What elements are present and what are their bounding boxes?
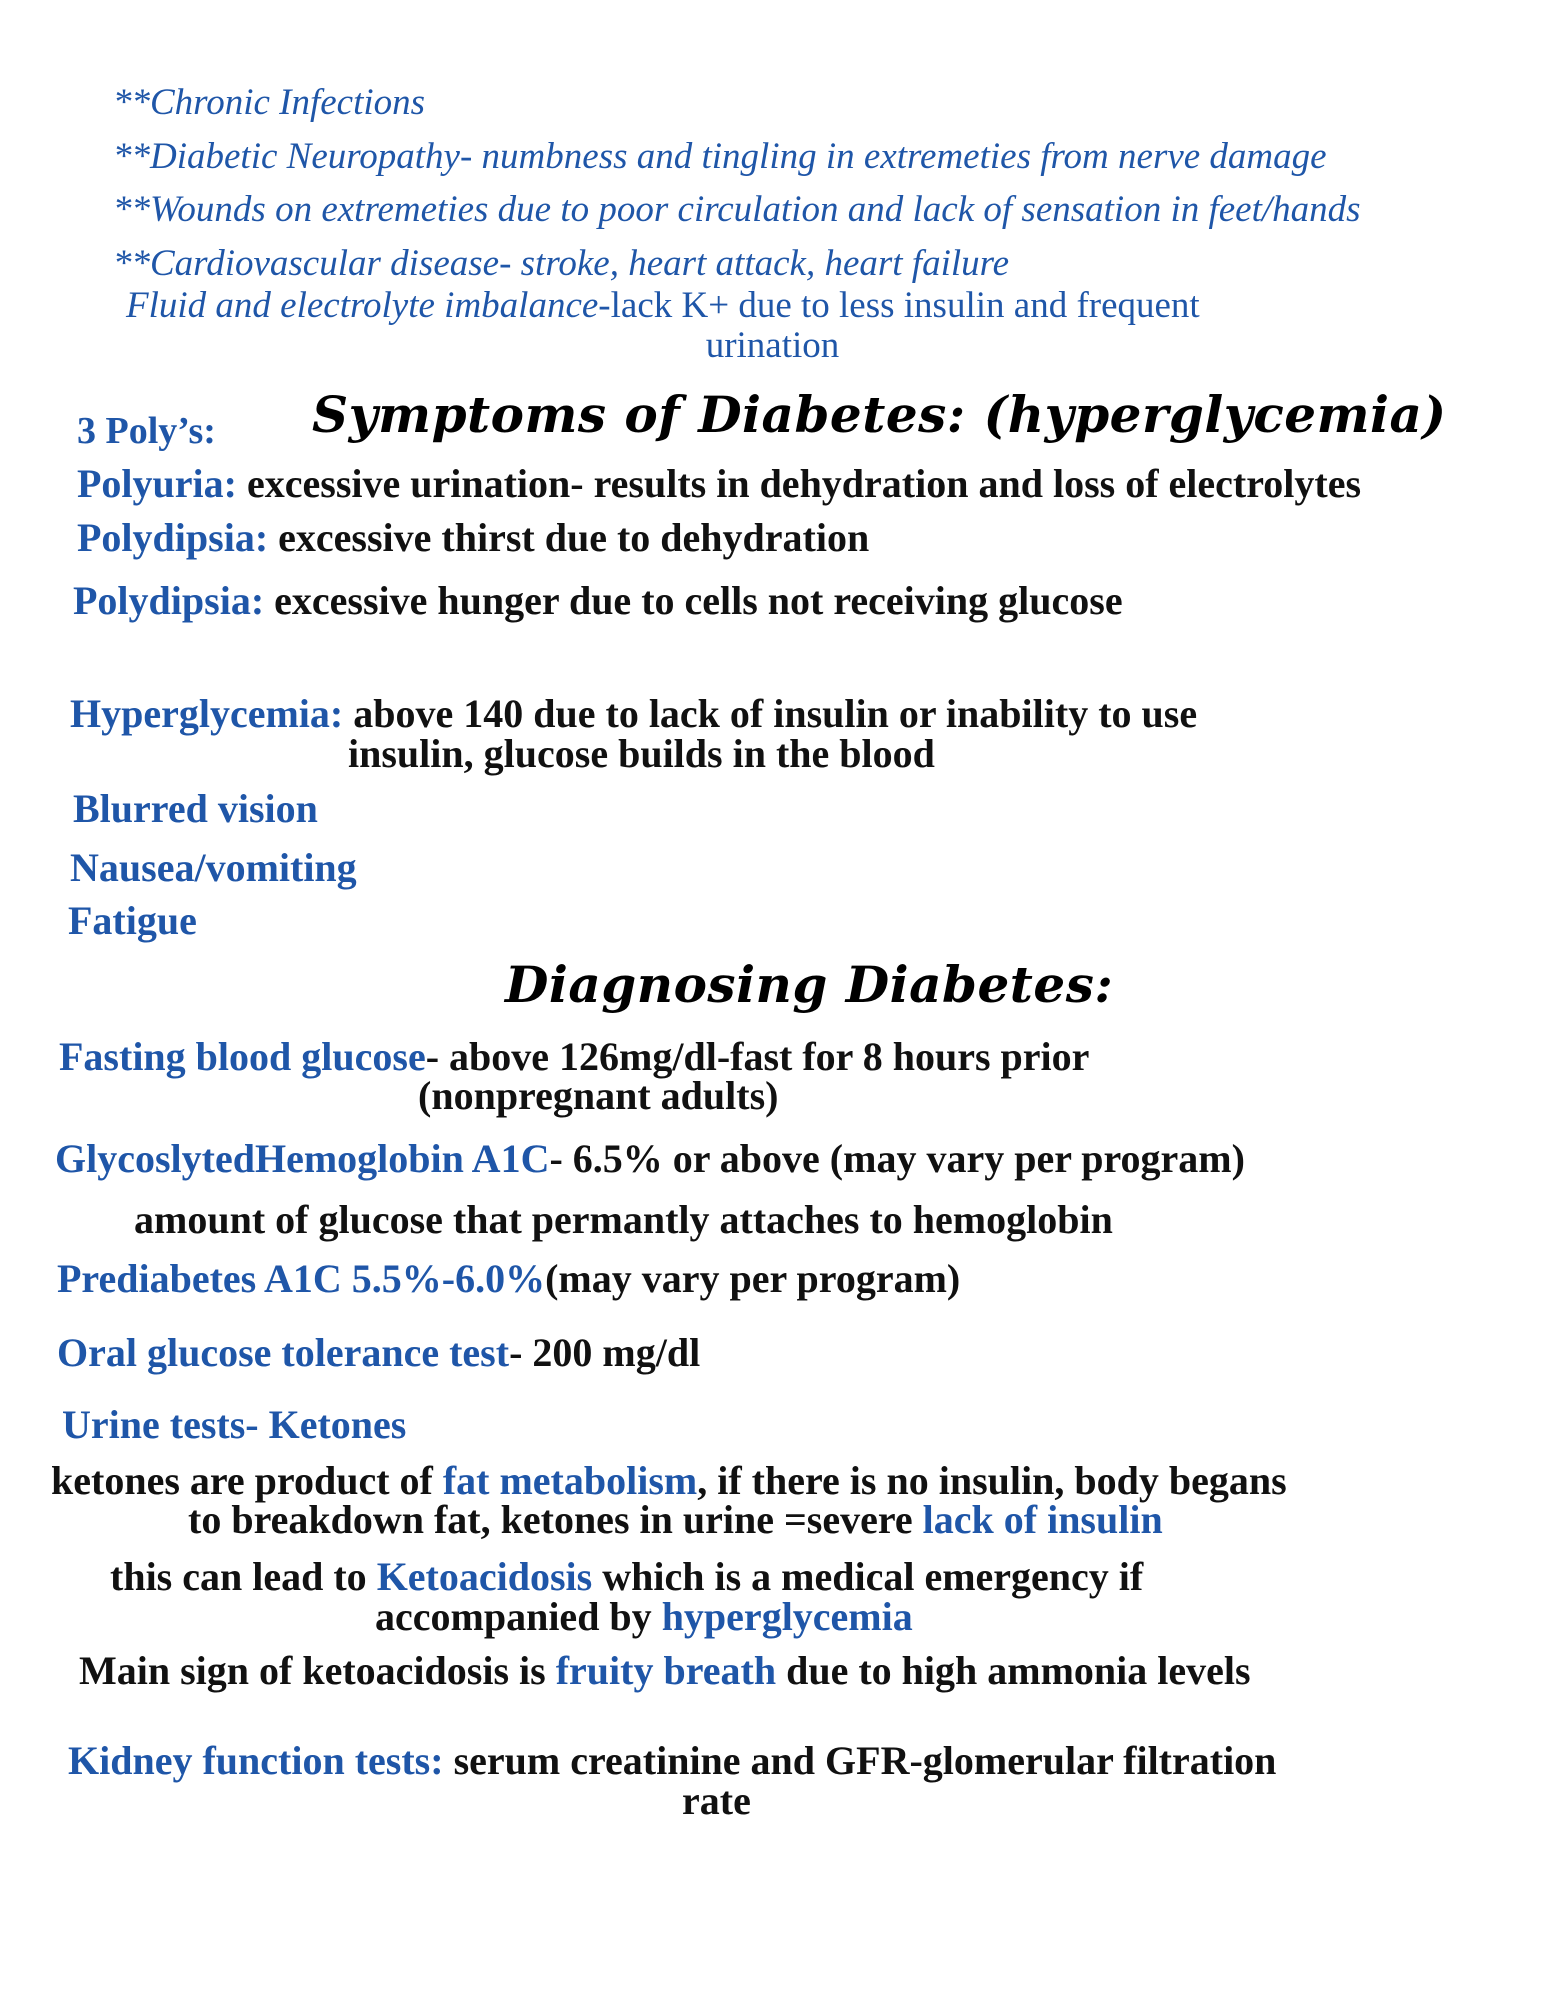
fat-metabolism-term: fat metabolism: [442, 1458, 698, 1503]
polydipsia-term: Polydipsia:: [77, 515, 269, 560]
polyphagia-text: excessive hunger due to cells not receiving glucose: [264, 578, 1123, 623]
prediabetes-line: [57, 1258, 960, 1300]
fasting-glucose-line-2: (nonpregnant adults): [418, 1073, 779, 1118]
ketoacidosis-text-1a: this can lead to: [110, 1554, 377, 1599]
ogtt-line: [57, 1332, 700, 1374]
a1c-line: [55, 1138, 1245, 1180]
ketoacidosis-term: Ketoacidosis: [376, 1554, 593, 1599]
fruity-breath-term: fruity breath: [555, 1648, 777, 1693]
fasting-glucose-line-1: [59, 1036, 1089, 1078]
ketones-text-1a: ketones are product of: [51, 1458, 443, 1503]
polyuria-text: excessive urination- results in dehydration and loss of electrolytes: [236, 461, 1362, 506]
polyphagia-line: [73, 580, 1123, 622]
lack-of-insulin-term: lack of insulin: [922, 1497, 1163, 1542]
polyuria-term: Polyuria:: [77, 461, 237, 506]
a1c-explanation: amount of glucose that permantly attaches to hemoglobin: [134, 1197, 1113, 1242]
prediabetes-term: Prediabetes A1C 5.5%-6.0%: [57, 1256, 546, 1301]
a1c-term: GlycoslytedHemoglobin A1C: [55, 1136, 550, 1181]
kidney-tests-line-2: rate: [682, 1778, 751, 1823]
hyperglycemia-text-1: above 140 due to lack of insulin or inability to use: [343, 691, 1198, 736]
fluid-imbalance-text: -lack K+ due to less insulin and frequent: [598, 285, 1200, 326]
symptom-fatigue: Fatigue: [68, 898, 197, 943]
prediabetes-text: (may vary per program): [545, 1256, 961, 1301]
ketoacidosis-text-1c: which is a medical emergency if: [592, 1554, 1144, 1599]
fruity-breath-text-c: due to high ammonia levels: [776, 1648, 1251, 1693]
diagnosing-title: Diagnosing Diabetes:: [505, 955, 1114, 1014]
ketones-text-2a: to breakdown fat, ketones in urine =severe: [188, 1497, 923, 1542]
fasting-glucose-text: - above 126mg/dl-fast for 8 hours prior: [425, 1034, 1090, 1079]
polydipsia-line: [77, 517, 869, 559]
complication-chronic-infections: **Chronic Infections: [113, 82, 426, 123]
symptoms-title: Symptoms of Diabetes: (hyperglycemia): [312, 385, 1447, 444]
complication-cardiovascular: **Cardiovascular disease- stroke, heart attack, heart failure: [113, 243, 1010, 284]
urine-tests-heading: Urine tests- Ketones: [62, 1402, 407, 1447]
ketoacidosis-text-2a: accompanied by: [375, 1594, 662, 1639]
symptom-nausea: Nausea/vomiting: [70, 845, 357, 890]
hyperglycemia-line-2: insulin, glucose builds in the blood: [348, 731, 935, 776]
polyuria-line: [77, 463, 1361, 505]
fasting-glucose-term: Fasting blood glucose: [59, 1034, 426, 1079]
a1c-text: - 6.5% or above (may vary per program): [549, 1136, 1245, 1181]
ogtt-term: Oral glucose tolerance test: [57, 1330, 510, 1375]
polydipsia-text: excessive thirst due to dehydration: [268, 515, 870, 560]
hyperglycemia-term: Hyperglycemia:: [70, 691, 344, 736]
kidney-tests-line-1: [68, 1740, 1276, 1782]
ogtt-text: - 200 mg/dl: [509, 1330, 701, 1375]
three-polys-label: 3 Poly’s:: [77, 410, 216, 452]
hyperglycemia-line-1: [70, 693, 1197, 735]
ketones-text-1c: , if there is no insulin, body begans: [697, 1458, 1287, 1503]
polyphagia-term: Polydipsia:: [73, 578, 265, 623]
symptom-blurred-vision: Blurred vision: [73, 786, 318, 831]
fluid-imbalance-line-1: [126, 287, 1200, 326]
fruity-breath-text-a: Main sign of ketoacidosis is: [79, 1648, 556, 1693]
complication-neuropathy: **Diabetic Neuropathy- numbness and tingling in extremeties from nerve damage: [113, 136, 1327, 177]
fruity-breath-line: [79, 1650, 1251, 1692]
ketones-line-2: [188, 1499, 1163, 1541]
kidney-tests-text: serum creatinine and GFR-glomerular filtration: [443, 1738, 1277, 1783]
complication-wounds: **Wounds on extremeties due to poor circulation and lack of sensation in feet/hands: [113, 189, 1361, 230]
fluid-imbalance-term: Fluid and electrolyte imbalance: [126, 285, 599, 326]
ketoacidosis-line-1: [110, 1556, 1143, 1598]
hyperglycemia-term-2: hyperglycemia: [661, 1594, 913, 1639]
fluid-imbalance-line-2: urination: [705, 325, 840, 366]
kidney-tests-term: Kidney function tests:: [68, 1738, 444, 1783]
ketones-line-1: [51, 1460, 1287, 1502]
ketoacidosis-line-2: [375, 1596, 913, 1638]
